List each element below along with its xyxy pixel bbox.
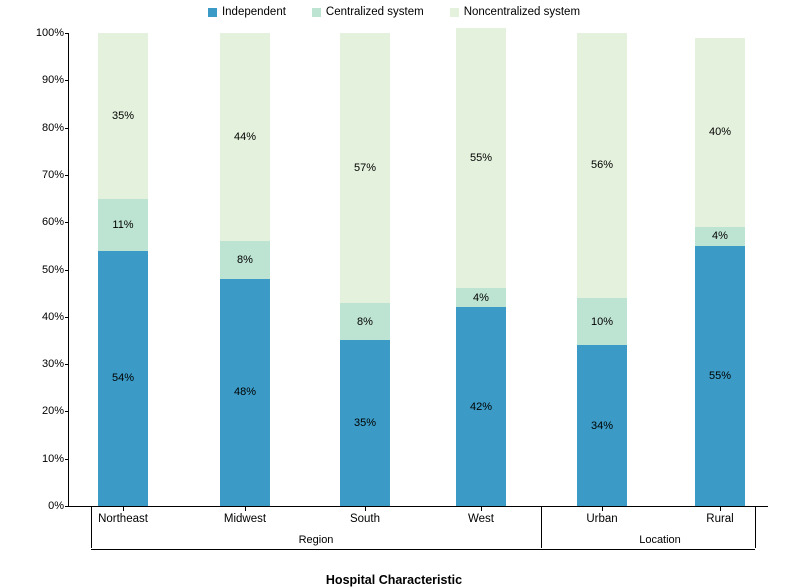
- x-axis-tick-mark: [365, 506, 366, 511]
- y-axis-tick-mark: [65, 411, 69, 412]
- stacked-bar[interactable]: [98, 33, 148, 506]
- bar-segment[interactable]: [456, 307, 506, 506]
- chart-legend: [0, 6, 788, 18]
- bars-container: [69, 33, 768, 506]
- y-axis-tick-label: 10%: [41, 452, 64, 465]
- x-axis-category-label: West: [468, 513, 494, 525]
- x-axis-group-label: Location: [639, 534, 681, 546]
- bar-group: [577, 33, 627, 506]
- x-axis-tick-mark: [123, 506, 124, 511]
- bar-segment-label: 35%: [353, 417, 377, 430]
- bar-segment-label: 44%: [233, 131, 257, 144]
- group-rule: [91, 549, 541, 550]
- y-axis-tick-label: 70%: [41, 168, 64, 181]
- bar-segment[interactable]: [98, 251, 148, 506]
- y-axis-tick-label: 50%: [41, 263, 64, 276]
- bar-segment-label: 34%: [590, 419, 614, 432]
- y-axis-tick-mark: [65, 33, 69, 34]
- bar-segment-label: 54%: [111, 372, 135, 385]
- bar-segment[interactable]: [340, 33, 390, 303]
- bar-segment-label: 40%: [708, 126, 732, 139]
- bar-segment[interactable]: [577, 33, 627, 298]
- group-rule: [541, 549, 755, 550]
- x-axis-category-label: Midwest: [223, 513, 267, 525]
- x-axis-category-label: Northeast: [98, 513, 148, 525]
- y-axis-tick-label: 0%: [48, 500, 64, 512]
- y-axis-tick-label: 40%: [41, 310, 64, 323]
- y-axis-tick-label: 90%: [41, 74, 64, 87]
- group-separator: [541, 506, 542, 548]
- bar-segment[interactable]: [98, 199, 148, 251]
- legend-item-independent: [208, 6, 286, 18]
- x-axis-group-label: Region: [298, 534, 334, 546]
- y-axis-tick-label: 60%: [41, 216, 64, 229]
- bar-segment-label: 11%: [112, 218, 134, 231]
- bar-segment-label: 4%: [712, 230, 728, 243]
- bar-segment-label: 10%: [590, 315, 614, 328]
- bar-segment[interactable]: [220, 33, 270, 241]
- bar-segment[interactable]: [695, 227, 745, 246]
- bar-segment[interactable]: [695, 38, 745, 227]
- legend-swatch-centralized-system: [312, 8, 321, 17]
- x-axis-category-label: Rural: [706, 513, 734, 525]
- y-axis-tick-label: 30%: [41, 358, 64, 371]
- y-axis-tick-mark: [65, 128, 69, 129]
- y-axis-tick-mark: [65, 506, 69, 507]
- legend-label-noncentralized-system: Noncentralized system: [463, 6, 581, 18]
- plot-inner: [35, 27, 768, 546]
- y-axis-tick-mark: [65, 270, 69, 271]
- bar-segment[interactable]: [695, 246, 745, 506]
- bar-segment[interactable]: [98, 33, 148, 199]
- plot-area: [35, 27, 768, 546]
- bar-segment[interactable]: [220, 279, 270, 506]
- bar-segment[interactable]: [340, 303, 390, 341]
- group-separator: [91, 506, 92, 548]
- stacked-bar[interactable]: [340, 33, 390, 506]
- bar-segment-label: 8%: [237, 254, 253, 267]
- bar-group: [340, 33, 390, 506]
- bar-segment-label: 55%: [469, 152, 493, 165]
- bar-segment[interactable]: [220, 241, 270, 279]
- y-axis-tick-mark: [65, 80, 69, 81]
- legend-label-independent: Independent: [221, 6, 286, 18]
- bar-group: [98, 33, 148, 506]
- bar-segment[interactable]: [340, 340, 390, 506]
- legend-swatch-noncentralized-system: [450, 8, 459, 17]
- stacked-bar[interactable]: [220, 33, 270, 506]
- bar-segment-label: 35%: [111, 109, 135, 122]
- stacked-bar[interactable]: [695, 33, 745, 506]
- x-axis-tick-mark: [720, 506, 721, 511]
- bar-segment[interactable]: [577, 345, 627, 506]
- bar-group: [220, 33, 270, 506]
- bar-segment[interactable]: [456, 288, 506, 307]
- bar-segment-label: 57%: [353, 161, 377, 174]
- legend-item-centralized-system: [312, 6, 424, 18]
- x-axis-tick-mark: [481, 506, 482, 511]
- bar-segment-label: 48%: [233, 386, 257, 399]
- x-axis-category-label: Urban: [586, 513, 618, 525]
- y-axis-tick-label: 80%: [41, 121, 64, 134]
- legend-item-noncentralized-system: [450, 6, 580, 18]
- bar-segment-label: 4%: [473, 291, 489, 304]
- bar-segment-label: 42%: [469, 400, 493, 413]
- bar-segment-label: 56%: [590, 159, 614, 172]
- y-axis-tick-mark: [65, 364, 69, 365]
- x-axis-tick-mark: [245, 506, 246, 511]
- stacked-bar[interactable]: [577, 33, 627, 506]
- stacked-bar[interactable]: [456, 33, 506, 506]
- y-axis-tick-label: 20%: [41, 405, 64, 418]
- legend-swatch-independent: [208, 8, 217, 17]
- group-separator: [755, 506, 756, 548]
- bar-segment-label: 55%: [708, 369, 732, 382]
- y-axis-tick-mark: [65, 175, 69, 176]
- y-axis-tick-mark: [65, 317, 69, 318]
- x-axis-category-label: South: [349, 513, 381, 525]
- x-axis-title: Hospital Characteristic: [325, 573, 463, 587]
- y-axis-tick-mark: [65, 222, 69, 223]
- legend-label-centralized-system: Centralized system: [325, 6, 424, 18]
- y-axis-tick-label: 100%: [35, 27, 64, 39]
- y-axis-tick-mark: [65, 459, 69, 460]
- x-axis-tick-mark: [602, 506, 603, 511]
- bar-segment[interactable]: [577, 298, 627, 345]
- bar-segment[interactable]: [456, 28, 506, 288]
- bar-group: [456, 33, 506, 506]
- bar-group: [695, 33, 745, 506]
- bar-segment-label: 8%: [357, 315, 373, 328]
